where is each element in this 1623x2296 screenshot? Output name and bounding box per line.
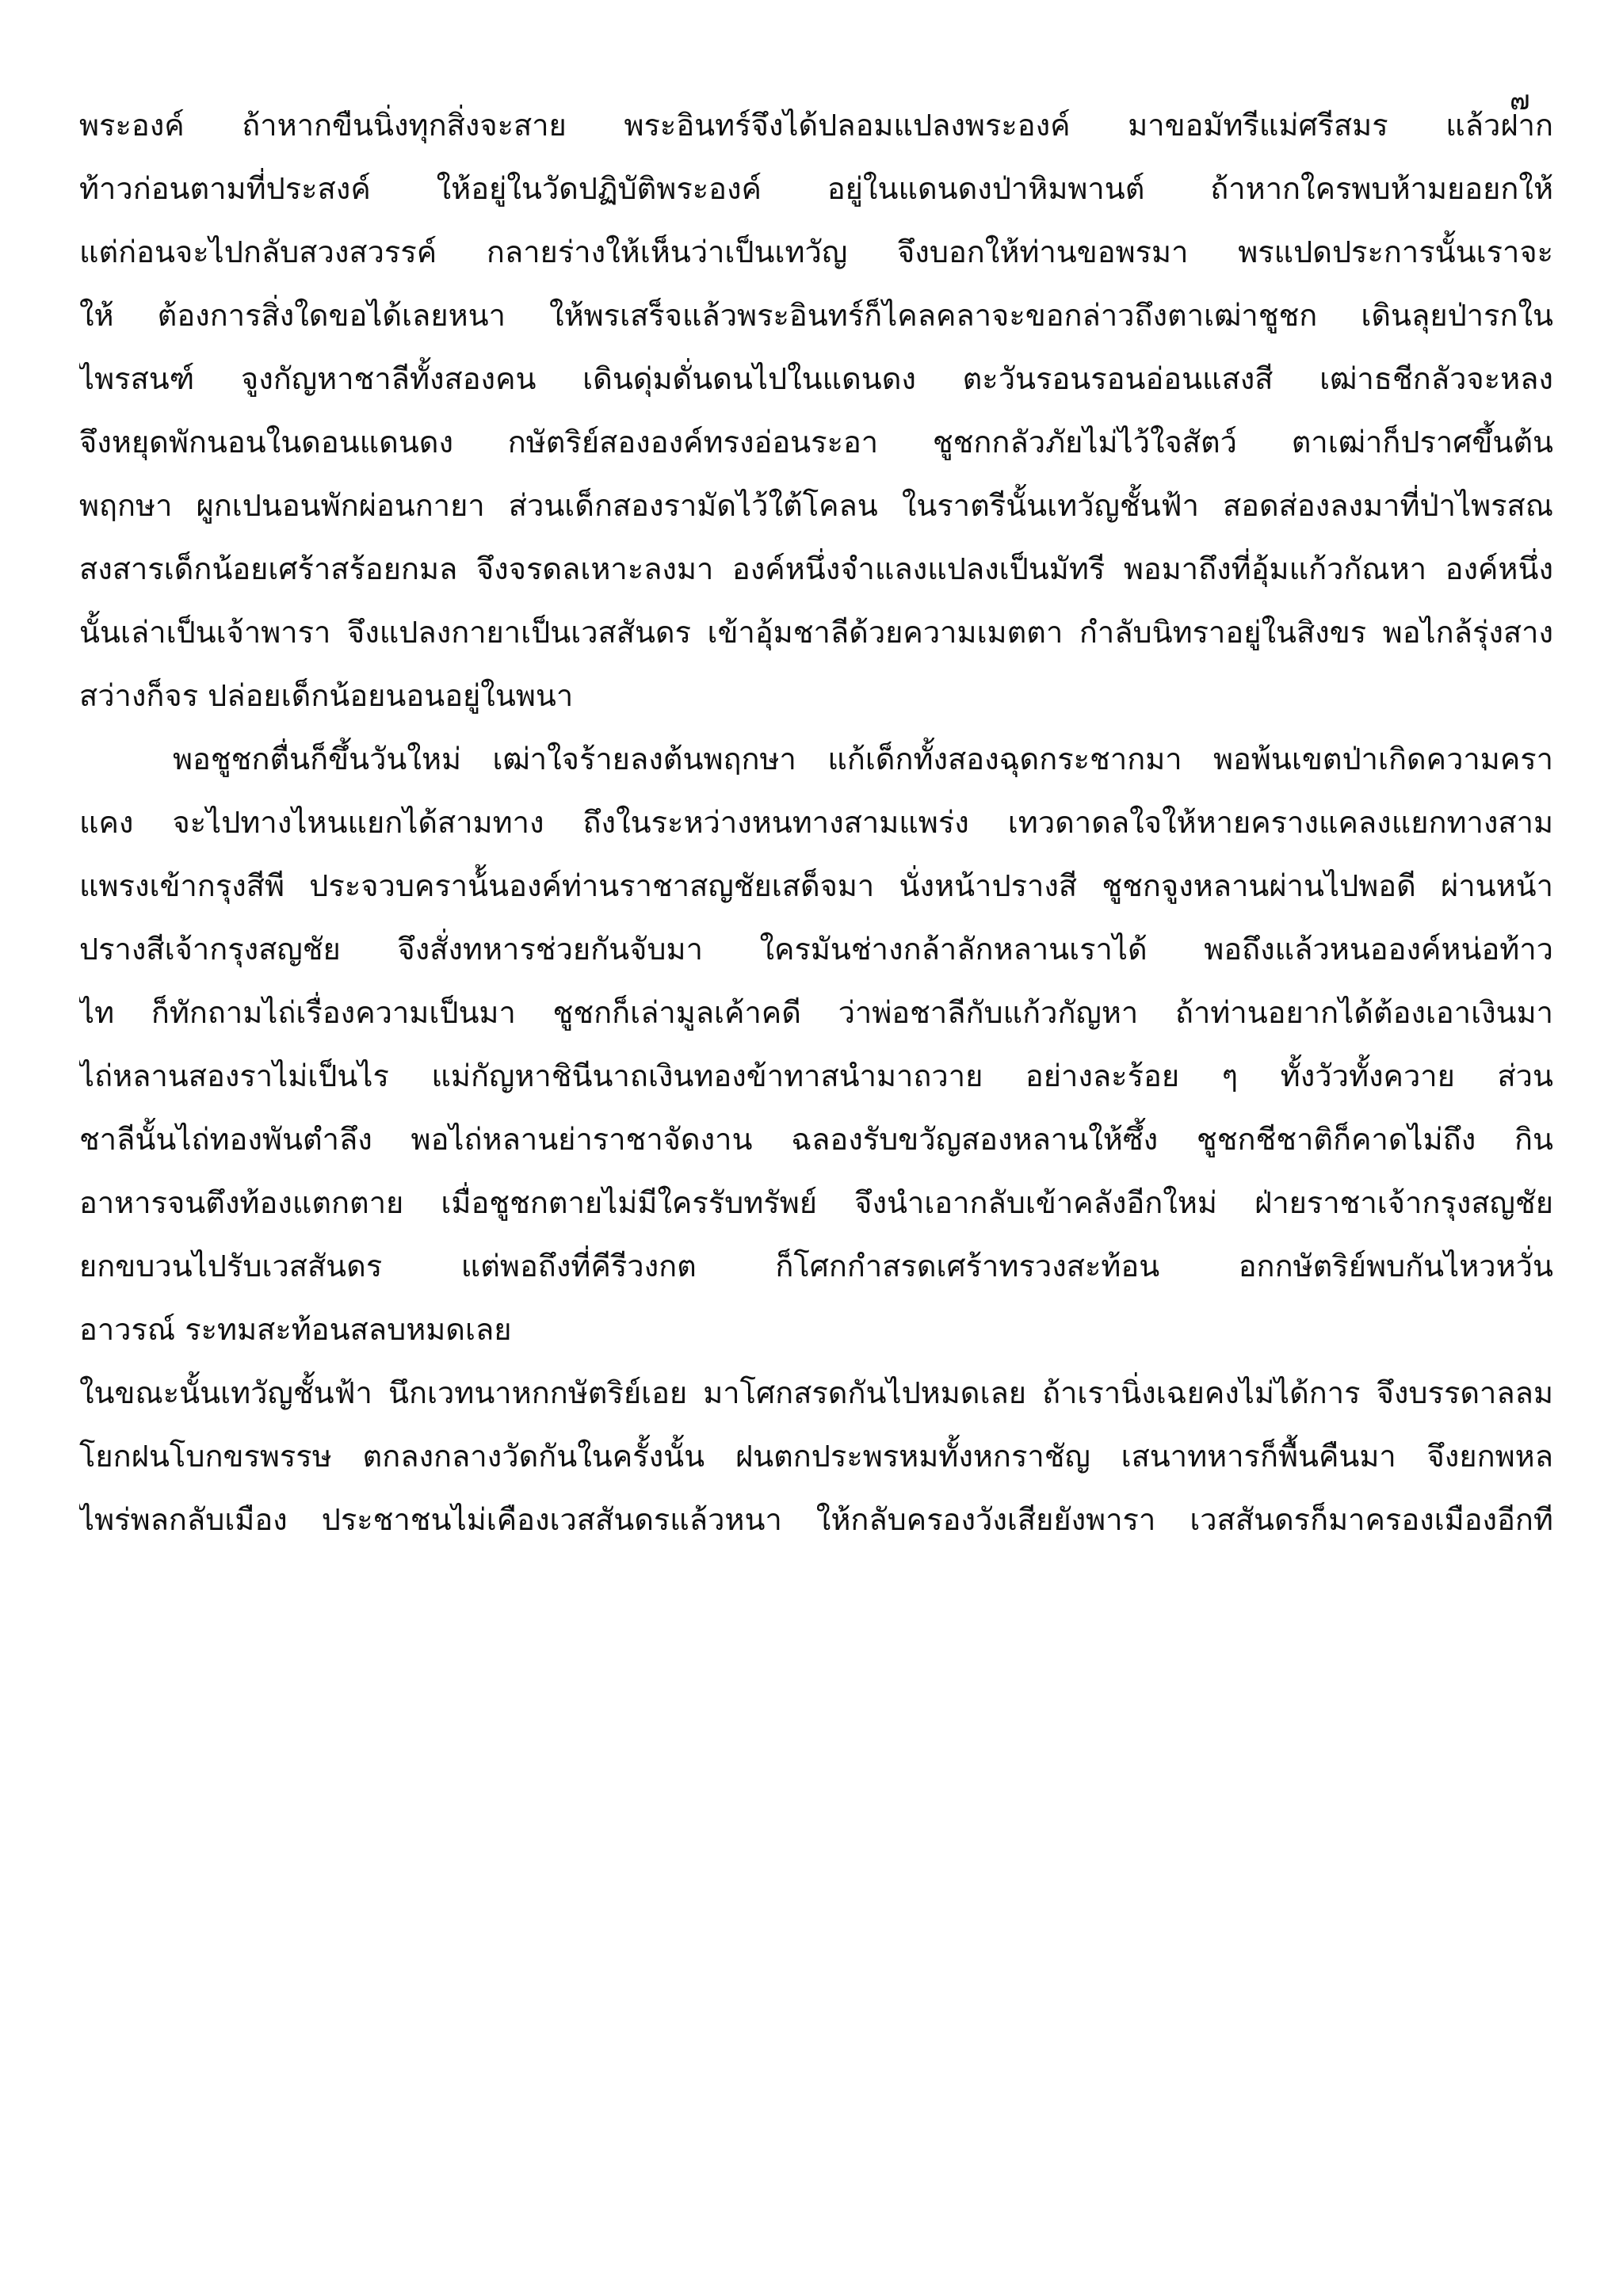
text-line: โยกฝนโบกขรพรรษ ตกลงกลางวัดกันในครั้งนั้น ฝนตกประพรหมทั้งหกราชัญ เสนาทหารก็พื้นคืนมา จึงยกพหล [79, 1439, 1553, 1474]
text-line: พอชูชกตื่นก็ขึ้นวันใหม่ เฒ่าใจร้ายลงต้นพฤกษา แก้เด็กทั้งสองฉุดกระชากมา พอพ้นเขตป่าเกิดความครา [173, 742, 1553, 776]
text-line: อาหารจนตึงท้องแตกตาย เมื่อชูชกตายไม่มีใครรับทรัพย์ จึงนำเอากลับเข้าคลังอีกใหม่ ฝ่ายราชาเจ้ากรุงสญชัย [79, 1185, 1553, 1220]
text-line: ชาลีนั้นไถ่ทองพันตำลึง พอไถ่หลานย่าราชาจัดงาน ฉลองรับขวัญสองหลานให้ซึ้ง ชูชกชีชาติก็คาดไม่ถึง กิน [79, 1122, 1553, 1157]
text-line: แพรงเข้ากรุงสีพี ประจวบคราน้้นองค์ท่านราชาสญชัยเสด็จมา นั่งหน้าปรางสี ชูชกจูงหลานผ่านไปพอดี ผ่านหน้า [79, 868, 1553, 903]
text-line: ไพรสนฑ์ จูงกัญหาชาลีทั้งสองคน เดินดุ่มดั่นดนไปในแดนดง ตะวันรอนรอนอ่อนแสงสี เฒ่าธชีกลัวจะหลง [79, 361, 1553, 396]
document-body [79, 93, 1553, 1551]
text-line: ยกขบวนไปรับเวสสันดร แต่พอถึงที่คีรีวงกต ก็โศกกำสรดเศร้าทรวงสะท้อน อกกษัตริย์พบกันไหวหวั่น [79, 1249, 1553, 1283]
text-line: ท้าวก่อนตามที่ประสงค์ ให้อยู่ในวัดปฏิบัติพระองค์ อยู่ในแดนดงป่าหิมพานต์ ถ้าหากใครพบห้ามยอยกให้ [79, 171, 1553, 206]
text-line: แคง จะไปทางไหนแยกได้สามทาง ถึงในระหว่างหนทางสามแพร่ง เทวดาดลใจให้หายครางแคลงแยกทางสาม [79, 805, 1553, 840]
text-line: จึงหยุดพักนอนในดอนแดนดง กษัตริย์สององค์ทรงอ่อนระอา ชูชกกลัวภัยไม่ไว้ใจสัตว์ ตาเฒ่าก็ปราศขึ้นต้น [79, 425, 1553, 460]
page-number: ๗ [1510, 85, 1530, 116]
text-line: สงสารเด็กน้อยเศร้าสร้อยกมล จึงจรดลเหาะลงมา องค์หนึ่งจำแลงแปลงเป็นมัทรี พอมาถึงที่อุ้มแก้วกัณหา องค์หนึ่ง [79, 551, 1553, 586]
text-line: ไท ก็ทักถามไถ่เรื่องความเป็นมา ชูชกก็เล่ามูลเค้าคดี ว่าพ่อชาลีกับแก้วกัญหา ถ้าท่านอยากได้ต้องเอาเงินมา [79, 995, 1553, 1030]
text-line: ไถ่หลานสองราไม่เป็นไร แม่กัญหาชินีนาถเงินทองข้าทาสนำมาถวาย อย่างละร้อย ๆ ทั้งวัวทั้งควาย ส่วน [79, 1058, 1553, 1093]
text-line: ไพร่พลกลับเมือง ประชาชนไม่เคืองเวสสันดรแล้วหนา ให้กลับครองวังเสียยังพารา เวสสันดรก็มาครองเมืองอีกที [79, 1502, 1553, 1537]
text-line: สว่างก็จร ปล่อยเด็กน้อยนอนอยู่ในพนา [79, 678, 574, 713]
text-line: ปรางสีเจ้ากรุงสญชัย จึงสั่งทหารช่วยกันจับมา ใครมันช่างกล้าลักหลานเราได้ พอถึงแล้วหนอองค์หน่อท้าว [79, 932, 1553, 967]
text-line: พฤกษา ผูกเปนอนพักผ่อนกายา ส่วนเด็กสองรามัดไว้ใต้โคลน ในราตรีนั้นเทวัญชั้นฟ้า สอดส่องลงมาที่ป่าไพรสณ [79, 488, 1553, 523]
text-line: ในขณะนั้นเทวัญชั้นฟ้า นึกเวทนาหกกษัตริย์เอย มาโศกสรดกันไปหมดเลย ถ้าเรานิ่งเฉยคงไม่ได้การ จึงบรรดาลลม [79, 1375, 1553, 1410]
text-line: อาวรณ์ ระทมสะท้อนสลบหมดเลย [79, 1312, 512, 1347]
text-line: นั้นเล่าเป็นเจ้าพารา จึงแปลงกายาเป็นเวสสันดร เข้าอุ้มชาลีด้วยความเมตตา กำลับนิทราอยู่ในสิงขร พอไกล้รุ่งสาง [79, 615, 1553, 650]
text-line: ให้ ต้องการสิ่งใดขอได้เลยหนา ให้พรเสร็จแล้วพระอินทร์ก็ไคลคลาจะขอกล่าวถึงตาเฒ่าชูชก เดินลุยป่ารกใน [79, 298, 1553, 333]
text-line: แต่ก่อนจะไปกลับสวงสวรรค์ กลายร่างให้เห็นว่าเป็นเทวัญ จึงบอกให้ท่านขอพรมา พรแปดประการนั้นเราจะ [79, 235, 1553, 269]
text-line: พระองค์ ถ้าหากขืนนิ่งทุกสิ่งจะสาย พระอินทร์จึงได้ปลอมแปลงพระองค์ มาขอมัทรีแม่ศรีสมร แล้วฝาก [79, 108, 1553, 143]
